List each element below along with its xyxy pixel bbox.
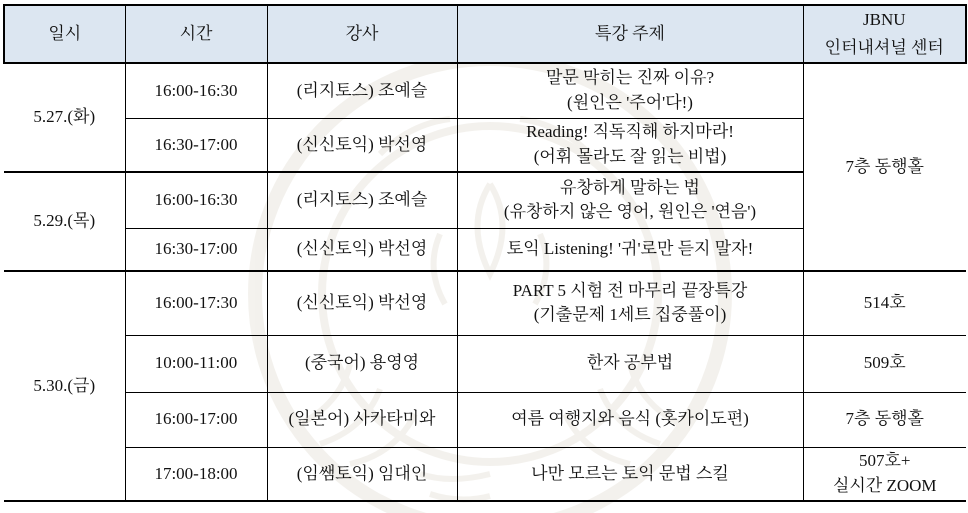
topic-line1: 나만 모르는 토익 문법 스킬 xyxy=(531,463,729,483)
time-cell: 16:30-17:00 xyxy=(125,118,267,172)
date-cell: 5.29.(목) xyxy=(4,172,125,271)
header-topic: 특강 주제 xyxy=(457,5,803,63)
time-cell: 16:00-16:30 xyxy=(125,63,267,118)
topic-cell xyxy=(457,172,803,228)
topic-line1: 토익 Listening! '귀'로만 듣지 말자! xyxy=(506,239,754,259)
topic-line1: 여름 여행지와 음식 (홋카이도편) xyxy=(511,409,749,429)
topic-cell xyxy=(457,63,803,118)
table-row xyxy=(4,335,966,392)
topic-cell xyxy=(457,271,803,335)
header-lecturer: 강사 xyxy=(267,5,457,63)
table-row xyxy=(4,271,966,335)
table-row xyxy=(4,447,966,501)
time-cell: 16:00-16:30 xyxy=(125,172,267,228)
topic-cell xyxy=(457,118,803,172)
date-cell: 5.30.(금) xyxy=(4,271,125,501)
topic-cell xyxy=(457,228,803,271)
lecturer-cell: (신신토익) 박선영 xyxy=(267,118,457,172)
topic-line2: (기출문제 1세트 집중풀이) xyxy=(533,305,727,325)
header-time: 시간 xyxy=(125,5,267,63)
topic-cell xyxy=(457,447,803,501)
location-cell: 509호 xyxy=(803,335,966,392)
header-row xyxy=(4,5,966,63)
lecture-schedule-table xyxy=(3,4,967,502)
topic-line1: PART 5 시험 전 마무리 끝장특강 xyxy=(512,280,748,300)
time-cell: 10:00-11:00 xyxy=(125,335,267,392)
date-cell: 5.27.(화) xyxy=(4,63,125,172)
location-line2: 실시간 ZOOM xyxy=(832,475,937,495)
table-row xyxy=(4,392,966,447)
topic-line2: (어휘 몰라도 잘 읽는 비법) xyxy=(533,146,727,166)
topic-line1: 한자 공부법 xyxy=(586,353,674,373)
time-cell: 16:00-17:30 xyxy=(125,271,267,335)
location-cell: 7층 동행홀 xyxy=(803,63,966,271)
time-cell: 16:00-17:00 xyxy=(125,392,267,447)
header-location xyxy=(803,5,966,63)
lecturer-cell: (중국어) 용영영 xyxy=(267,335,457,392)
header-location-line2: 인터내셔널 센터 xyxy=(824,38,944,58)
location-cell: 514호 xyxy=(803,271,966,335)
time-cell: 16:30-17:00 xyxy=(125,228,267,271)
topic-line1: 말문 막히는 진짜 이유? xyxy=(545,68,715,88)
location-line1: 507호+ xyxy=(858,451,911,471)
header-location-line1: JBNU xyxy=(862,10,906,29)
lecturer-cell: (신신토익) 박선영 xyxy=(267,228,457,271)
lecturer-cell: (리지토스) 조예슬 xyxy=(267,172,457,228)
topic-line1: 유창하게 말하는 법 xyxy=(560,177,700,197)
topic-line2: (유창하지 않은 영어, 원인은 '연음') xyxy=(503,202,757,222)
location-cell: 7층 동행홀 xyxy=(803,392,966,447)
table-row xyxy=(4,63,966,118)
topic-line1: Reading! 직독직해 하지마라! xyxy=(526,122,734,142)
lecturer-cell: (리지토스) 조예슬 xyxy=(267,63,457,118)
topic-cell xyxy=(457,392,803,447)
time-cell: 17:00-18:00 xyxy=(125,447,267,501)
location-cell xyxy=(803,447,966,501)
lecturer-cell: (일본어) 사카타미와 xyxy=(267,392,457,447)
lecturer-cell: (신신토익) 박선영 xyxy=(267,271,457,335)
topic-cell xyxy=(457,335,803,392)
header-date: 일시 xyxy=(4,5,125,63)
lecturer-cell: (임쌤토익) 임대인 xyxy=(267,447,457,501)
topic-line2: (원인은 '주어'다!) xyxy=(567,92,693,112)
